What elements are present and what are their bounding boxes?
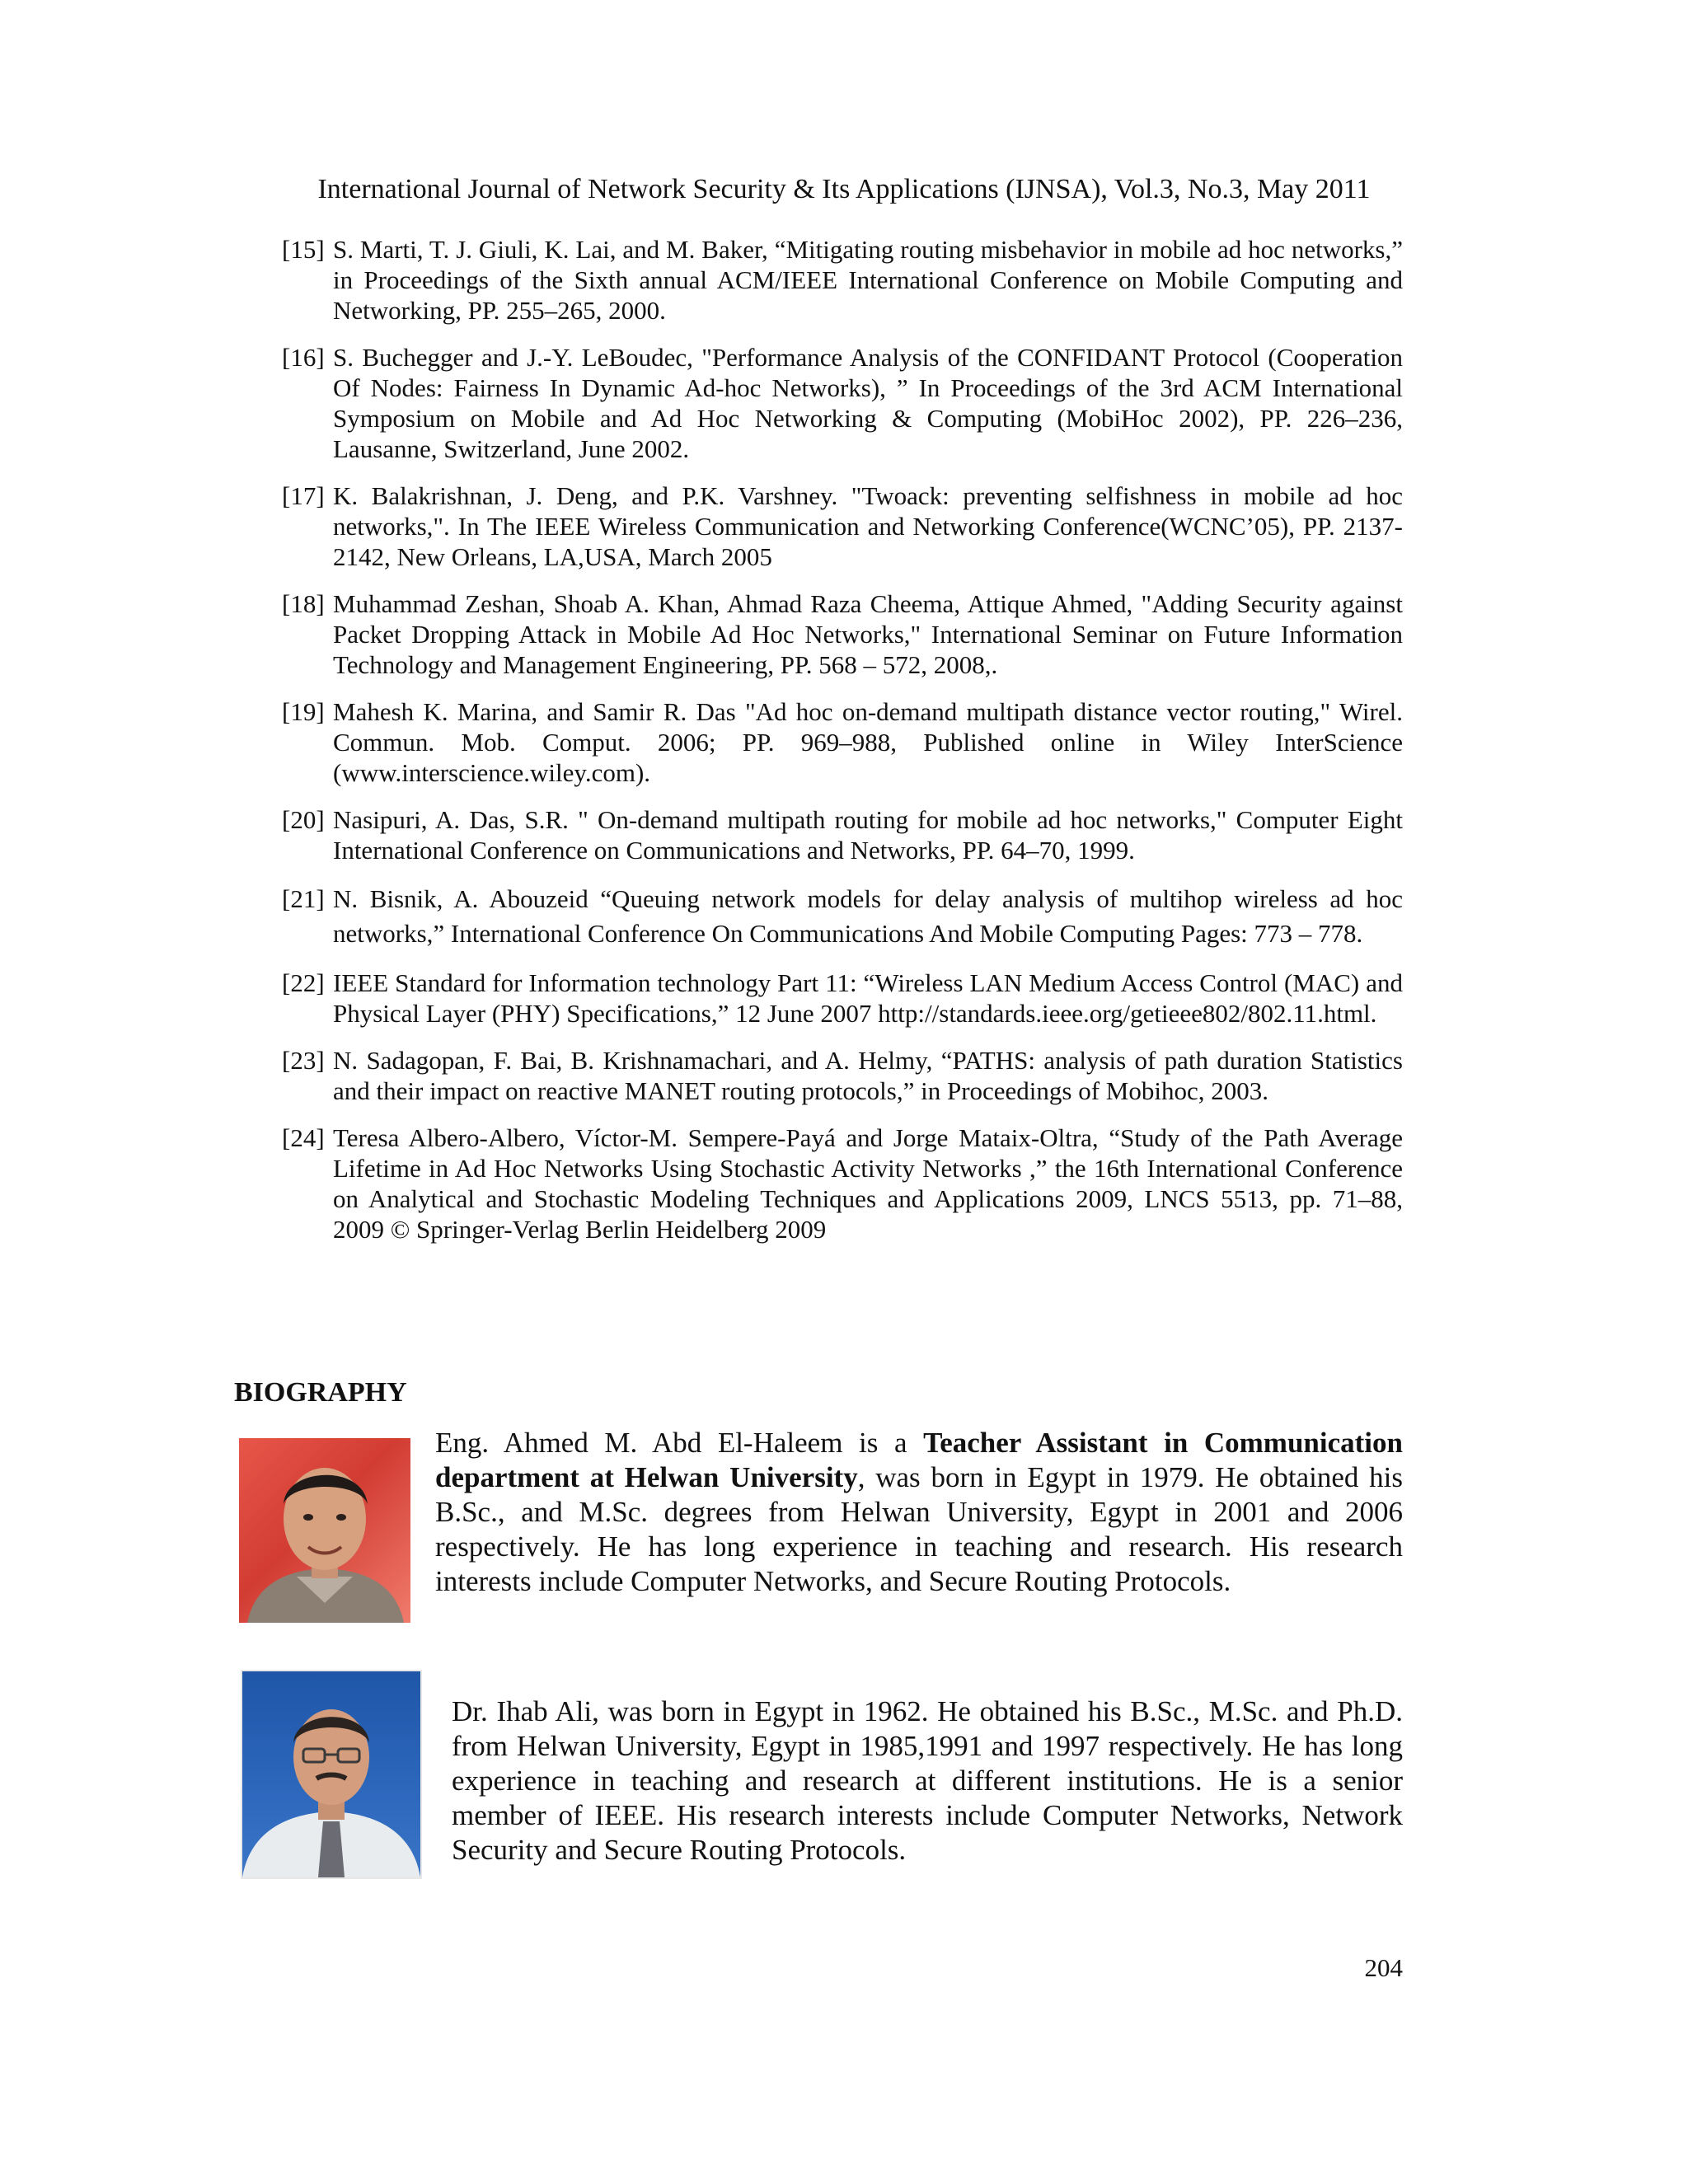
reference-item [282,234,1403,326]
reference-text: S. Buchegger and J.-Y. LeBoudec, "Performance Analysis of the CONFIDANT Protocol (Cooperation Of Nodes: Fairness In Dynamic Ad-hoc Networks), ” In Proceedings of the 3rd ACM International Symposium on Mobile and Ad Hoc Networking & Computing (MobiHoc 2002), PP. 226–236, Lausanne, Switzerland, June 2002. [333,343,1403,463]
reference-number: [23] [282,1046,325,1075]
reference-text: N. Bisnik, A. Abouzeid “Queuing network models for delay analysis of multihop wireless ad hoc networks,” International Conference On Communications And Mobile Computing Pages: 773 – 778. [333,884,1403,948]
reference-item [282,882,1403,951]
portrait-illustration [242,1671,420,1877]
reference-item [282,342,1403,464]
reference-number: [19] [282,697,325,726]
reference-item [282,804,1403,865]
reference-text: Muhammad Zeshan, Shoab A. Khan, Ahmad Raza Cheema, Attique Ahmed, "Adding Security against Packet Dropping Attack in Mobile Ad Hoc Networks," International Seminar on Future Information Technology and Management Engineering, PP. 568 – 572, 2008,. [333,589,1403,679]
reference-number: [21] [282,884,325,913]
reference-text: IEEE Standard for Information technology Part 11: “Wireless LAN Medium Access Control (MAC) and Physical Layer (PHY) Specifications,” 12 June 2007 http://standards.ieee.org/getieee802/802.11.html. [333,968,1403,1028]
reference-text: S. Marti, T. J. Giuli, K. Lai, and M. Baker, “Mitigating routing misbehavior in mobile ad hoc networks,” in Proceedings of the Sixth annual ACM/IEEE International Conference on Mobile Computing and Networking, PP. 255–265, 2000. [333,235,1403,325]
reference-number: [20] [282,805,325,834]
reference-text: Mahesh K. Marina, and Samir R. Das "Ad hoc on-demand multipath distance vector routing," Wirel. Commun. Mob. Comput. 2006; PP. 969–988, Published online in Wiley InterScience (www.interscience.wiley.com). [333,697,1403,787]
bio-ahmed-details: , was born in Egypt in 1979. He obtained his B.Sc., and M.Sc. degrees from Helwan University, Egypt in 2001 and 2006 respectively. He has long experience in teaching and research. His research interests include Computer Networks, and Secure Routing Protocols. [435,1461,1404,1597]
reference-number: [17] [282,481,325,510]
running-header: International Journal of Network Security & Its Applications (IJNSA), Vol.3, No.3, May 2011 [317,174,1371,204]
reference-number: [15] [282,235,325,264]
page-number: 204 [1364,1953,1403,1982]
reference-text: N. Sadagopan, F. Bai, B. Krishnamachari, and A. Helmy, “PATHS: analysis of path duration Statistics and their impact on reactive MANET routing protocols,” in Proceedings of Mobihoc, 2003. [333,1046,1403,1105]
reference-item [282,1122,1403,1244]
reference-number: [16] [282,343,325,372]
reference-number: [24] [282,1123,325,1152]
reference-text: Teresa Albero-Albero, Víctor-M. Sempere-Payá and Jorge Mataix-Oltra, “Study of the Path Average Lifetime in Ad Hoc Networks Using Stochastic Activity Networks ,” the 16th International Conference on Analytical and Stochastic Modeling Techniques and Applications 2009, LNCS 5513, pp. 71–88, 2009 © Springer-Verlag Berlin Heidelberg 2009 [333,1123,1403,1244]
reference-text: K. Balakrishnan, J. Deng, and P.K. Varshney. "Twoack: preventing selfishness in mobile ad hoc networks,". In The IEEE Wireless Communication and Networking Conference(WCNC’05), PP. 2137-2142, New Orleans, LA,USA, March 2005 [333,481,1403,571]
author-photo-ahmed [239,1438,410,1623]
reference-item [282,588,1403,680]
bio-ahmed-position: Teacher Assistant in Communication department at Helwan University [435,1427,1403,1493]
biography-ahmed [435,1426,1403,1599]
reference-item [282,1045,1403,1106]
portrait-illustration [239,1438,410,1623]
author-photo-ihab [241,1670,422,1879]
biography-ihab: Dr. Ihab Ali, was born in Egypt in 1962. He obtained his B.Sc., M.Sc. and Ph.D. from Helwan University, Egypt in 1985,1991 and 1997 respectively. He has long experience in teaching and research at different institutions. He is a senior member of IEEE. His research interests include Computer Networks, Network Security and Secure Routing Protocols. [452,1695,1403,1866]
reference-number: [18] [282,589,325,618]
biography-heading: BIOGRAPHY [234,1377,407,1408]
reference-list [282,234,1403,1261]
reference-text: Nasipuri, A. Das, S.R. " On-demand multipath routing for mobile ad hoc networks," Computer Eight International Conference on Communications and Networks, PP. 64–70, 1999. [333,805,1403,865]
reference-item [282,696,1403,788]
reference-item [282,968,1403,1029]
reference-number: [22] [282,968,325,997]
reference-item [282,480,1403,572]
bio-ahmed-lead: Eng. Ahmed M. Abd El-Haleem is a [435,1427,924,1459]
